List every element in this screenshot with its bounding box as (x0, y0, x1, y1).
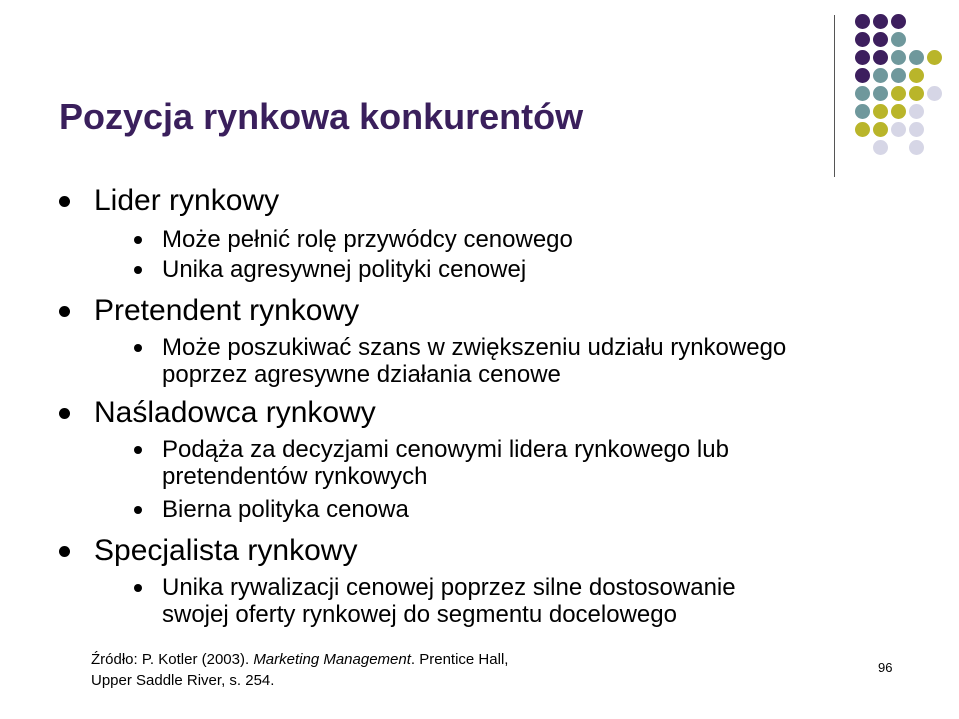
list-item-pretendent: Pretendent rynkowy (94, 294, 360, 327)
decorative-dot (873, 140, 888, 155)
decorative-dot (855, 68, 870, 83)
bullet-icon (59, 546, 70, 557)
sub-item: Bierna polityka cenowa (162, 496, 409, 523)
decorative-dot (873, 86, 888, 101)
sub-bullet-icon (134, 506, 142, 514)
decorative-divider (834, 15, 835, 177)
sub-bullet-icon (134, 236, 142, 244)
source-line2: Upper Saddle River, s. 254. (91, 672, 275, 689)
decorative-dot (909, 122, 924, 137)
decorative-dot (855, 14, 870, 29)
sub-item: Może pełnić rolę przywódcy cenowego (162, 226, 573, 253)
source-citation (91, 649, 508, 691)
decorative-dot (927, 86, 942, 101)
decorative-dot (873, 32, 888, 47)
decorative-dot (873, 50, 888, 65)
decorative-dot (891, 14, 906, 29)
source-suffix: . Prentice Hall, (410, 651, 509, 668)
decorative-dot (909, 140, 924, 155)
source-book-title: Marketing Management (253, 651, 411, 668)
list-item-nasladowca: Naśladowca rynkowy (94, 396, 376, 429)
decorative-dot (909, 104, 924, 119)
sub-item: Może poszukiwać szans w zwiększeniu udziału rynkowego (162, 334, 787, 361)
list-item-lider: Lider rynkowy (94, 184, 280, 217)
decorative-dot (873, 104, 888, 119)
sub-bullet-icon (134, 446, 142, 454)
decorative-dot (891, 32, 906, 47)
decorative-dot (891, 86, 906, 101)
decorative-dot (891, 68, 906, 83)
page-number: 96 (878, 660, 893, 675)
sub-bullet-icon (134, 584, 142, 592)
decorative-dot (891, 50, 906, 65)
sub-item: Podąża za decyzjami cenowymi lidera rynkowego lub (162, 436, 729, 463)
decorative-dot (855, 50, 870, 65)
decorative-dot (873, 122, 888, 137)
bullet-icon (59, 306, 70, 317)
list-item-specjalista: Specjalista rynkowy (94, 534, 358, 567)
sub-bullet-icon (134, 344, 142, 352)
decorative-dot (873, 68, 888, 83)
bullet-icon (59, 408, 70, 419)
decorative-dot (855, 86, 870, 101)
decorative-dot (891, 104, 906, 119)
sub-item: Unika rywalizacji cenowej poprzez silne dostosowanie (162, 574, 736, 601)
decorative-dot (873, 14, 888, 29)
source-prefix: Źródło: P. Kotler (2003). (91, 651, 254, 668)
decorative-dot (909, 86, 924, 101)
sub-item-continued: pretendentów rynkowych (162, 463, 428, 490)
decorative-dot (927, 50, 942, 65)
decorative-dot (855, 122, 870, 137)
sub-item-continued: poprzez agresywne działania cenowe (162, 361, 561, 388)
decorative-dot (891, 122, 906, 137)
sub-item: Unika agresywnej polityki cenowej (162, 256, 527, 283)
slide-title: Pozycja rynkowa konkurentów (59, 96, 584, 137)
sub-item-continued: swojej oferty rynkowej do segmentu docelowego (162, 601, 677, 628)
decorative-dot (909, 68, 924, 83)
decorative-dot (909, 50, 924, 65)
bullet-icon (59, 196, 70, 207)
decorative-dot (855, 32, 870, 47)
decorative-dot (855, 104, 870, 119)
sub-bullet-icon (134, 266, 142, 274)
